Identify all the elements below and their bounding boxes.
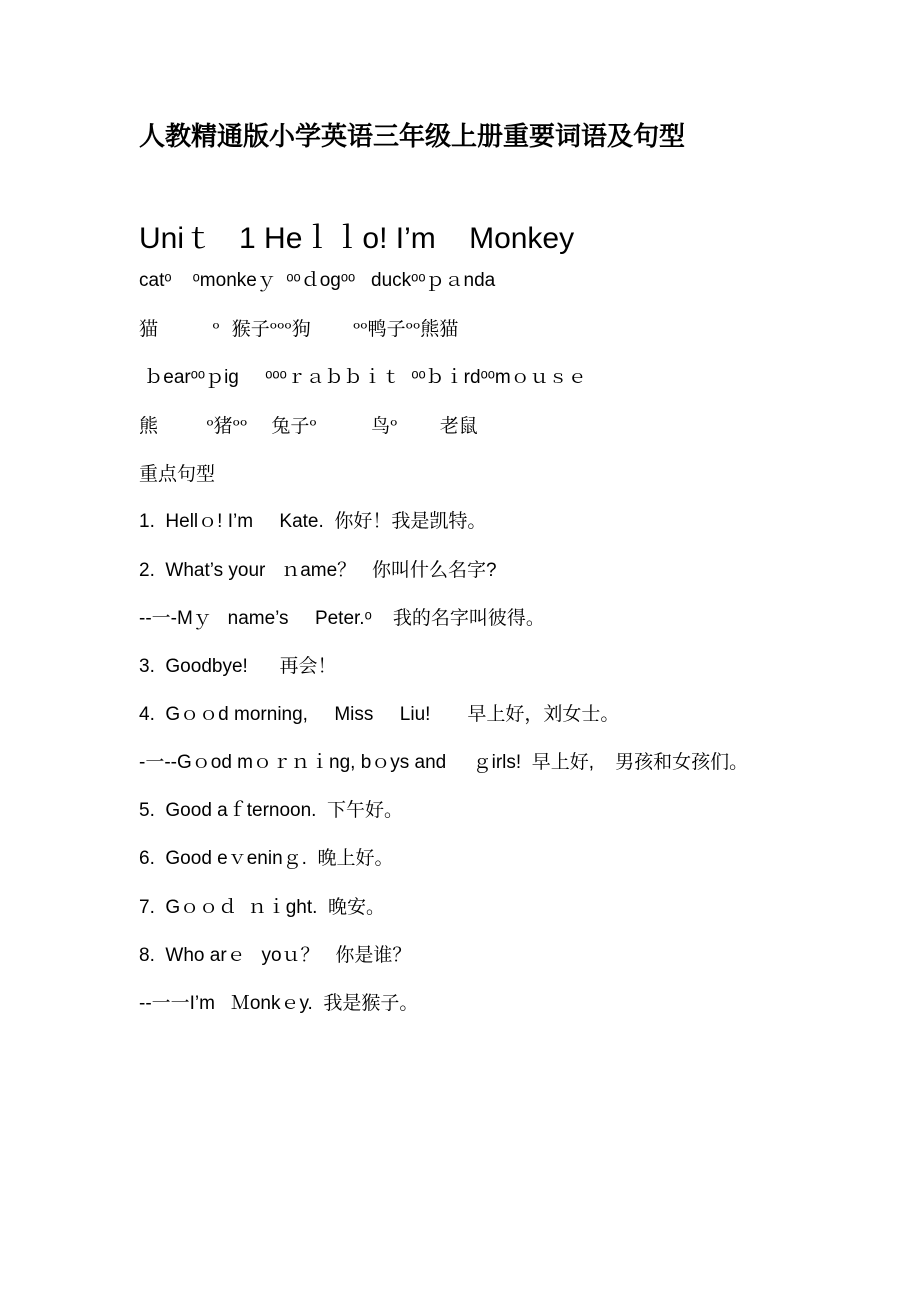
sentence-line: 2. What’s your ｎame？ 你叫什么名字? [139,560,497,581]
vocab-row-chinese-1: 猫 ᵒ 猴子ᵒᵒᵒ狗 ᵒᵒ鸭子ᵒᵒ熊猫 [139,318,459,340]
sentence-line: 7. Gｏｏｄ ｎｉght. 晚安。 [139,897,385,918]
sentence-line: -一--Gｏod mｏｒｎｉng, bｏys and ｇirls! 早上好, 男孩和女孩们。 [139,752,749,773]
sentence-line: 8. Who arｅ yoｕ？ 你是谁？ [139,945,412,966]
vocab-row-english-1: catᵒ ᵒmonkeｙ ᵒᵒｄogᵒᵒ duckᵒᵒｐａnda [139,270,496,291]
vocab-row-chinese-2: 熊 ᵒ猪ᵒᵒ 兔子ᵒ 鸟ᵒ 老鼠 [139,415,478,437]
sentence-line: 6. Good eｖeninｇ. 晚上好。 [139,848,394,869]
sentence-line: --一-Mｙ name’s Peter.ᵒ 我的名字叫彼得。 [139,608,545,629]
document-title: 人教精通版小学英语三年级上册重要词语及句型 [139,122,686,152]
vocab-row-english-2: ｂearᵒᵒｐig ᵒᵒᵒｒａｂｂｉｔ ᵒᵒｂｉrdᵒᵒmｏｕｓｅ [139,367,587,388]
sentence-line: 1. Hellｏ! I’m Kate. 你好！我是凯特。 [139,511,487,532]
unit-heading: Uniｔ 1 Heｌｌo! I’m Monkey [139,222,575,255]
sentence-line: 4. Gｏｏd morning, Miss Liu! 早上好，刘女士。 [139,704,620,725]
sentence-line: --一一I’m Ｍonkｅy. 我是猴子。 [139,993,419,1014]
key-sentences-label: 重点句型 [139,463,216,485]
sentence-line: 3. Goodbye! 再会！ [139,656,337,677]
sentence-line: 5. Good aｆternoon. 下午好。 [139,800,404,821]
